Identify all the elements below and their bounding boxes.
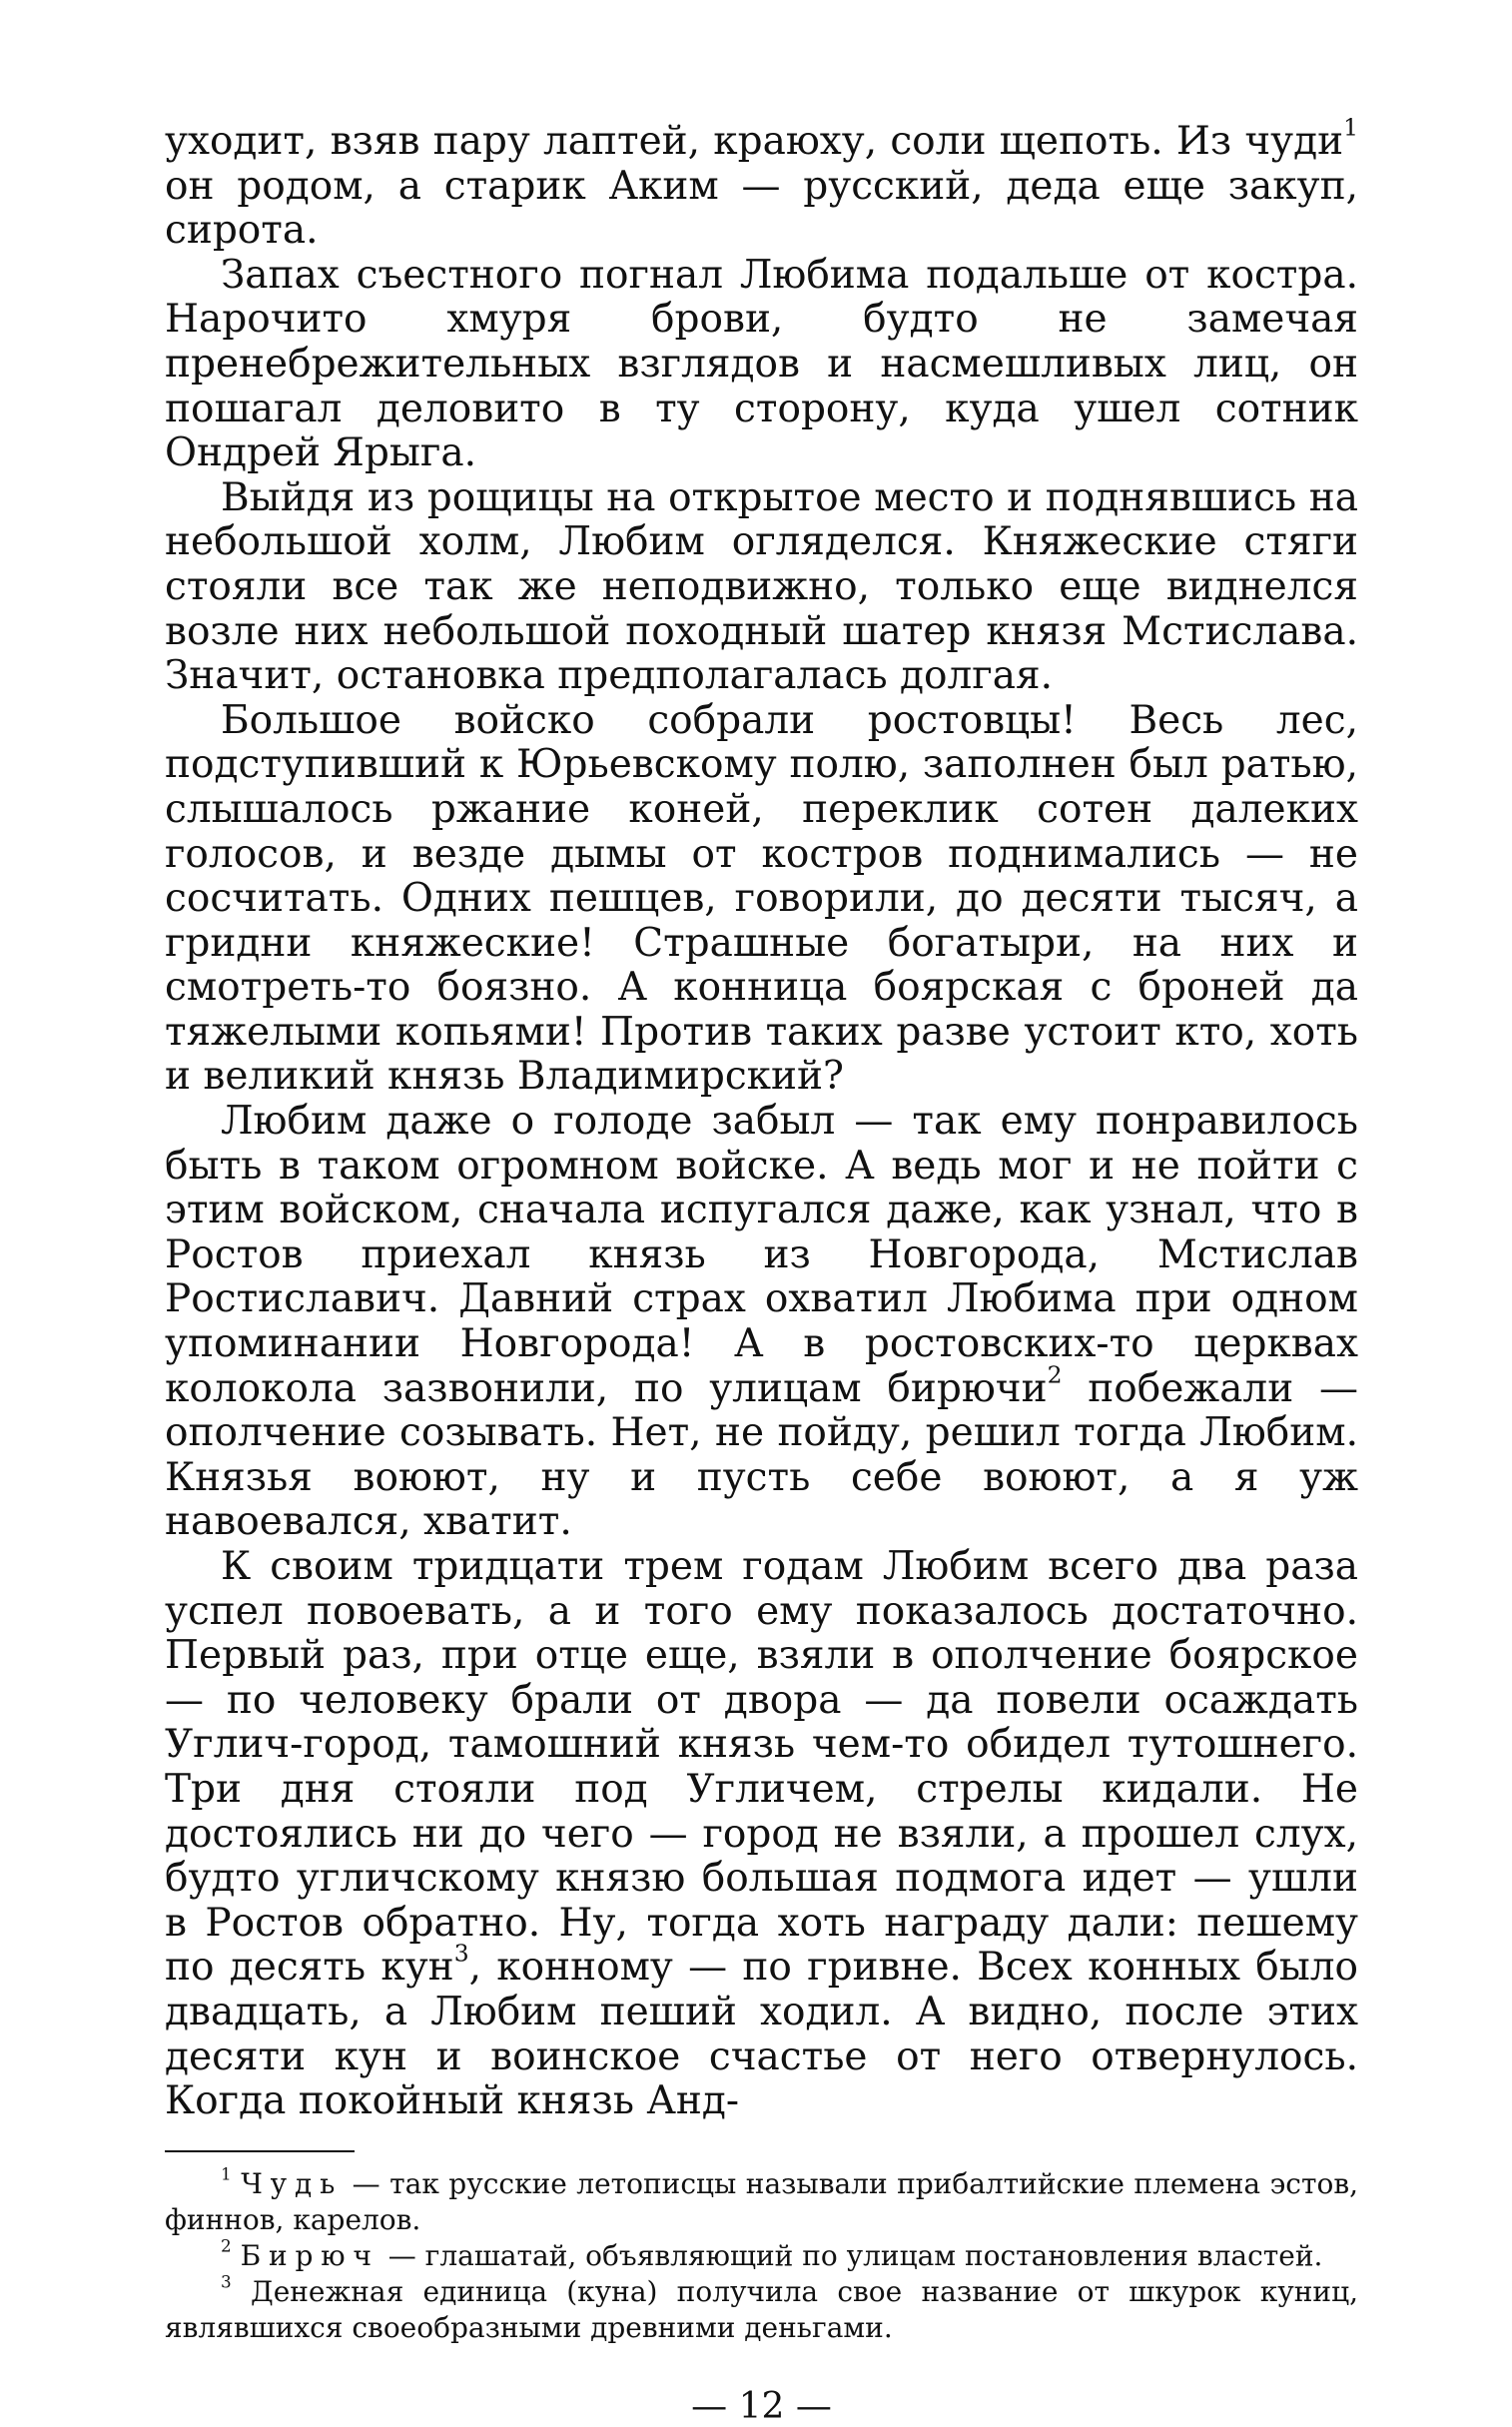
paragraph (165, 476, 1358, 699)
footnote-marker: 2 (1047, 1359, 1063, 1388)
text-run: К своим тридцати трем годам Любим всего два раза успел повоевать, а и того ему показалось достаточно. Первый раз, при отце еще, взяли в ополчение боярское — по человеку брали от двора — да повели осаждать Углич-город, тамошний князь чем-то обидел тутошнего. Три дня стояли под Угличем, стрелы кидали. Не достоялись ни до чего — город не взяли, а прошел слух, будто угличскому князю большая подмога идет — ушли в Ростов обратно. Ну, тогда хоть награду дали: пешему по десять кун (165, 1544, 1358, 1991)
text-run: Любим даже о голоде забыл — так ему понравилось быть в таком огромном войске. А ведь мог и не пойти с этим войском, сначала испугался даже, как узнал, что в Ростов приехал князь из Новгорода, Мстислав Ростиславич. Давний страх охватил Любима при одном упоминании Новгорода! А в ростовских-то церквах колокола зазвонили, по улицам бирючи (165, 1099, 1358, 1411)
footnotes (165, 2163, 1358, 2346)
text-run: , конному — по гривне. Всех конных было двадцать, а Любим пеший ходил. А видно, после этих десяти кун и воинское счастье от него отвернулось. Когда покойный князь Анд- (165, 1945, 1358, 2124)
paragraph (165, 254, 1358, 476)
text-run: побежали — ополчение созывать. Нет, не пойду, решил тогда Любим. Князья воюют, ну и пусть себе воюют, а я уж навоевался, хватит. (165, 1365, 1358, 1545)
footnote (165, 2271, 1358, 2346)
paragraph (165, 1545, 1358, 2124)
main-text (165, 113, 1358, 2124)
footnote-marker: 1 (1343, 113, 1358, 142)
paragraph (165, 113, 1358, 254)
footnote-number: 1 (221, 2163, 232, 2184)
footnote-term: Чудь (241, 2166, 344, 2200)
footnote-marker: 3 (453, 1939, 469, 1968)
text-run: Большое войско собрали ростовцы! Весь лес, подступивший к Юрьевскому полю, заполнен был ратью, слышалось ржание коней, переклик сотен далеких голосов, и везде дымы от костров поднимались — не сосчитать. Одних пешцев, говорили, до десяти тысяч, а гридни княжеские! Страшные богатыри, на них и смотреть-то боязно. А конница боярская с броней да тяжелыми копьями! Против таких разве устоит кто, хоть и великий князь Владимирский? (165, 697, 1358, 1100)
footnote (165, 2235, 1358, 2274)
page-number: — 12 — (691, 2385, 832, 2427)
footnote-term: Бирюч (240, 2238, 379, 2272)
footnote (165, 2163, 1358, 2238)
text-run: Запах съестного погнал Любима подальше от костра. Нарочито хмуря брови, будто не замечая пренебрежительных взглядов и насмешливых лиц, он пошагал деловито в ту сторону, куда ушел сотник Ондрей Ярыга. (165, 252, 1358, 476)
footnote-number: 3 (221, 2271, 232, 2292)
book-page (165, 113, 1358, 2427)
footnote-text: — так русские летописцы называли прибалтийские племена эстов, финнов, карелов. (165, 2166, 1358, 2236)
footnote-text: Денежная единица (куна) получила свое название от шкурок куниц, являвшихся своеобразными древними деньгами. (165, 2274, 1358, 2344)
text-run: уходит, взяв пару лаптей, краюху, соли щепоть. Из чуди (165, 119, 1344, 164)
text-run: он родом, а старик Аким — русский, деда еще закуп, сирота. (165, 163, 1358, 254)
paragraph (165, 699, 1358, 1100)
footnote-number: 2 (221, 2235, 232, 2256)
text-run: Выйдя из рощицы на открытое место и поднявшись на небольшой холм, Любим огляделся. Княжеские стяги стояли все так же неподвижно, только еще виднелся возле них небольшой походный шатер князя Мстислава. Значит, остановка предполагалась долгая. (165, 474, 1358, 699)
footnote-divider (165, 2150, 355, 2152)
footnote-text: — глашатай, объявляющий по улицам постановления властей. (378, 2238, 1323, 2272)
paragraph (165, 1100, 1358, 1545)
